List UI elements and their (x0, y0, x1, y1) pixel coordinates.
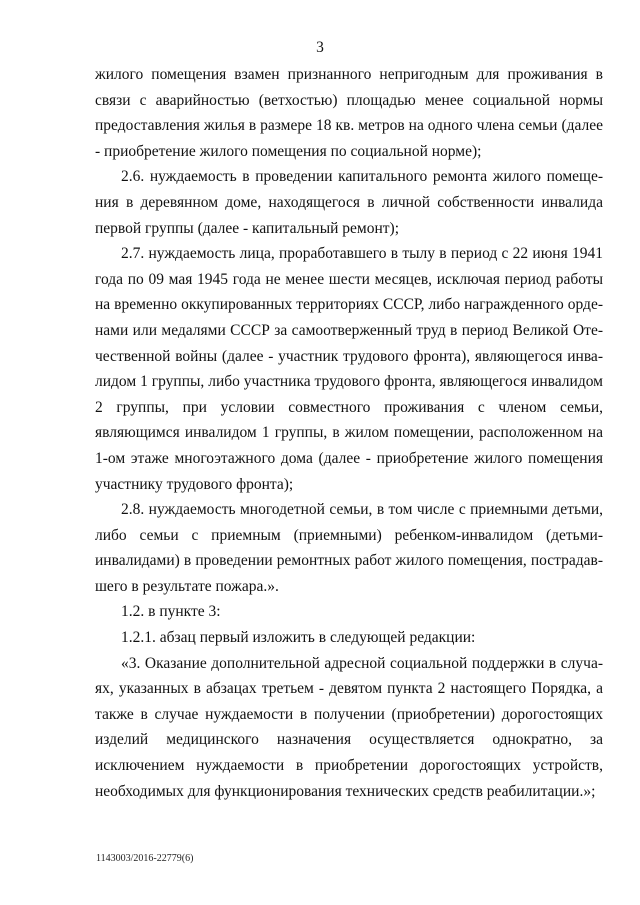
paragraph-1-2-1: 1.2.1. абзац первый изложить в следующей редакции: (121, 629, 476, 647)
paragraph-1-2: 1.2. в пункте 3: (121, 603, 221, 621)
paragraph-continuation: жилого помещения взамен признанного непригодным для проживания в связи с аварийностью (ветхостью) площадью менее социальной нормы предоставления жилья в размере 18 кв. метров на одного члена семьи (далее - приобретение жилого помещения по социальной норме); (95, 66, 603, 160)
footer-document-code: 1143003/2016-22779(6) (96, 853, 194, 864)
document-body (95, 62, 603, 804)
page-number: 3 (316, 39, 324, 56)
paragraph-2-7: 2.7. нуждаемость лица, проработавшего в тылу в период с 22 июня 1941 года по 09 мая 1945 года не менее шести месяцев, исключая период работы на временно оккупированных территориях СССР, либо награжденного орденами или медалями СССР за самоотверженный труд в период Великой Отечественной войны (далее - участник трудового фронта), являющегося инвалидом 1 группы, либо участника трудового фронта, являющегося инвалидом 2 группы, при условии совместного проживания с членом семьи, являющимся инвалидом 1 группы, в жилом помещении, расположенном на 1-ом этаже многоэтажного дома (далее - приобретение жилого помещения участнику трудового фронта); (95, 245, 603, 493)
paragraph-quote-3: «3. Оказание дополнительной адресной социальной поддержки в случаях, указанных в абзацах третьем - девятом пункта 2 настоящего Порядка, а также в случае нуждаемости в получении (приобретении) дорогостоящих изделий медицинского назначения осуществляется однократно, за исключением нуждаемости в приобретении дорогостоящих устройств, необходимых для функционирования технических средств реабилитации.»; (95, 654, 603, 800)
paragraph-2-8: 2.8. нуждаемость многодетной семьи, в том числе с приемными детьми, либо семьи с приемным (приемными) ребенком-инвалидом (детьми-инвалидами) в проведении ремонтных работ жилого помещения, пострадавшего в результате пожара.». (95, 501, 603, 595)
paragraph-2-6: 2.6. нуждаемость в проведении капитального ремонта жилого помещения в деревянном доме, находящегося в личной собственности инвалида первой группы (далее - капитальный ремонт); (95, 168, 603, 237)
